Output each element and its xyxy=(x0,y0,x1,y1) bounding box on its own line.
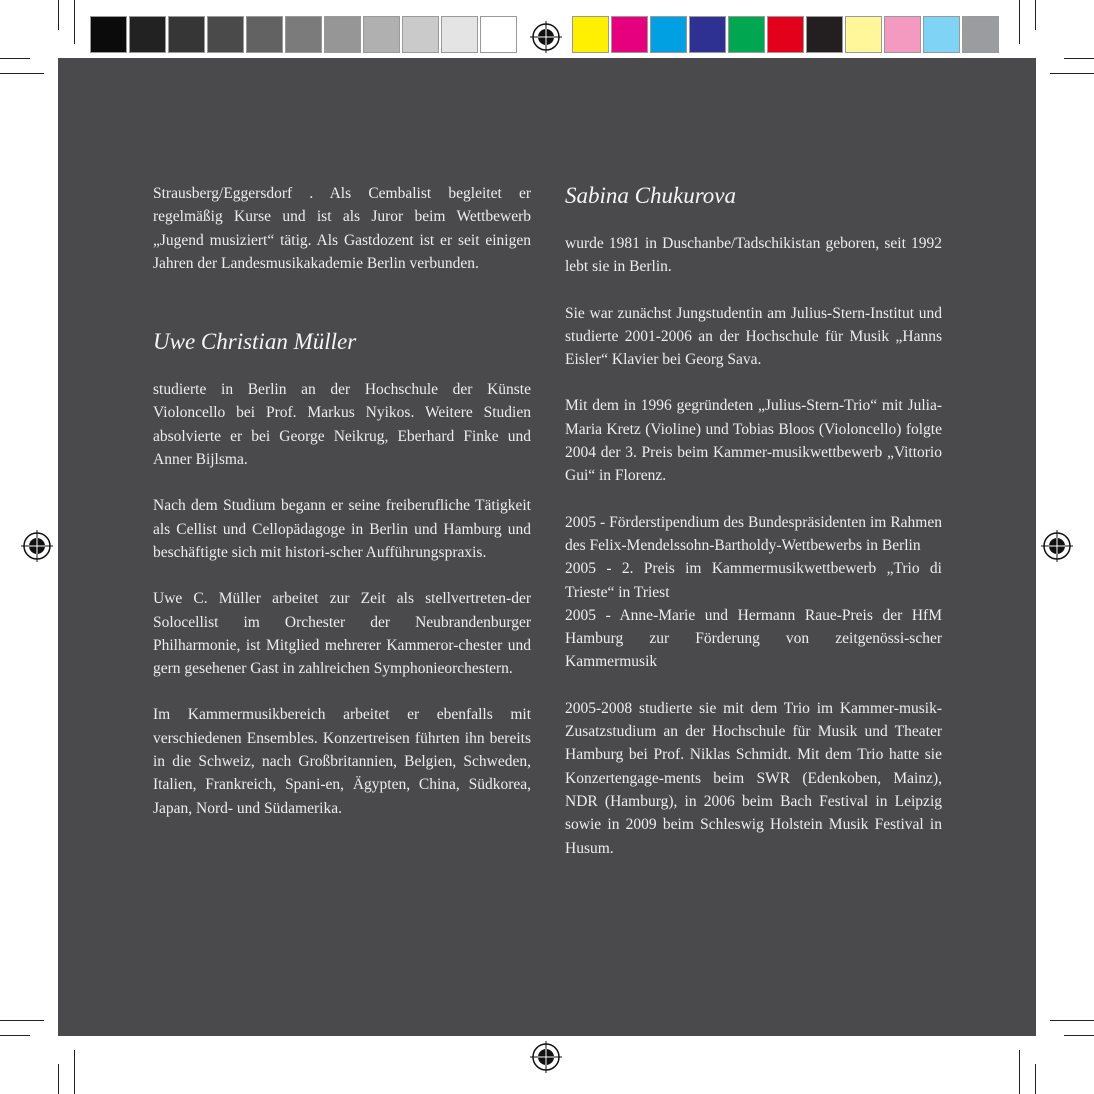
heading-uwe-christian-mueller: Uwe Christian Müller xyxy=(153,329,357,355)
bio-paragraph: 2005-2008 studierte sie mit dem Trio im Kammer-musik-Zusatzstudium an der Hochschule für Musik und Theater Hamburg bei Prof. Niklas Schmidt. Mit dem Trio hatte sie Konzertengage-ments beim SWR (Edenkoben, Mainz), NDR (Hamburg), in 2006 beim Bach Festival in Leipzig sowie in 2009 beim Schleswig Holstein Musik Festival in Husum. xyxy=(565,699,942,857)
bio-paragraph: Im Kammermusikbereich arbeitet er ebenfalls mit verschiedenen Ensembles. Konzertreisen führten ihn bereits in die Schweiz, nach Großbritannien, Belgien, Schweden, Italien, Frankreich, Spani-en, Ägypten, China, Südkorea, Japan, Nord- und Südamerika. xyxy=(153,706,531,817)
crop-mark-top-right-horizontal xyxy=(1050,73,1094,74)
crop-mark-bottom-left-outer xyxy=(58,1064,59,1094)
bio-paragraph: Sie war zunächst Jungstudentin am Julius-Stern-Institut und studierte 2001-2006 an der Hochschule für Musik „Hanns Eisler“ Klavier bei Georg Sava. xyxy=(565,304,942,369)
color-swatch xyxy=(962,16,999,53)
crop-mark-top-right-vertical xyxy=(1019,0,1020,44)
crop-mark-bottom-right-outer xyxy=(1035,1064,1036,1094)
bio-paragraph: Nach dem Studium begann er seine freiberufliche Tätigkeit als Cellist und Cellopädagoge in Berlin und Hamburg und beschäftigte sich mit histori-scher Aufführungspraxis. xyxy=(153,497,531,561)
color-swatch xyxy=(611,16,648,53)
right-column xyxy=(565,182,942,860)
crop-mark-top-left-outer xyxy=(58,0,59,30)
intro-paragraph: Strausberg/Eggersdorf . Als Cembalist begleitet er regelmäßig Kurse und ist als Juror beim Wettbewerb „Jugend musiziert“ tätig. Als Gastdozent ist er seit einigen Jahren der Landesmusikakademie Berlin verbunden. xyxy=(153,185,531,272)
crop-mark-bottom-left-horizontal xyxy=(0,1020,44,1021)
gray-swatch xyxy=(90,16,127,53)
gray-swatch xyxy=(480,16,517,53)
registration-mark-left-icon xyxy=(21,530,53,562)
bio-paragraph: studierte in Berlin an der Hochschule der Künste Violoncello bei Prof. Markus Nyikos. Weitere Studien absolvierte er bei George Neikrug, Eberhard Finke und Anner Bijlsma. xyxy=(153,381,531,469)
crop-mark-bottom-right-horizontal xyxy=(1050,1020,1094,1021)
crop-mark-left-top-outer xyxy=(0,58,30,59)
registration-mark-top-icon xyxy=(530,21,562,53)
crop-mark-bottom-right-vertical xyxy=(1019,1050,1020,1094)
crop-mark-top-left-vertical xyxy=(74,0,75,44)
crop-mark-right-bottom-outer xyxy=(1064,1035,1094,1036)
crop-mark-bottom-left-vertical xyxy=(74,1050,75,1094)
gray-swatch xyxy=(324,16,361,53)
color-swatch xyxy=(650,16,687,53)
registration-mark-bottom-icon xyxy=(530,1041,562,1073)
award-item: 2005 - 2. Preis im Kammermusikwettbewerb „Trio di Trieste“ in Triest xyxy=(565,560,942,601)
gray-swatch xyxy=(285,16,322,53)
bio-paragraph: Mit dem in 1996 gegründeten „Julius-Stern-Trio“ mit Julia-Maria Kretz (Violine) und Tobias Bloos (Violoncello) folgte 2004 der 3. Preis beim Kammer-musikwettbewerb „Vittorio Gui“ in Florenz. xyxy=(565,397,942,485)
page-panel xyxy=(58,58,1036,1036)
color-swatch xyxy=(728,16,765,53)
process-color-bar xyxy=(572,16,1001,56)
left-column xyxy=(153,182,531,820)
grayscale-color-bar xyxy=(90,16,519,56)
gray-swatch xyxy=(129,16,166,53)
color-swatch xyxy=(845,16,882,53)
color-swatch xyxy=(806,16,843,53)
crop-mark-top-left-horizontal xyxy=(0,73,44,74)
crop-mark-left-bottom-outer xyxy=(0,1035,30,1036)
gray-swatch xyxy=(402,16,439,53)
gray-swatch xyxy=(207,16,244,53)
crop-mark-right-top-outer xyxy=(1064,58,1094,59)
award-item: 2005 - Förderstipendium des Bundespräsidenten im Rahmen des Felix-Mendelssohn-Bartholdy-Wettbewerbs in Berlin xyxy=(565,513,942,554)
color-swatch xyxy=(767,16,804,53)
crop-mark-top-right-outer xyxy=(1035,0,1036,30)
color-swatch xyxy=(884,16,921,53)
color-swatch xyxy=(689,16,726,53)
color-swatch xyxy=(572,16,609,53)
gray-swatch xyxy=(363,16,400,53)
color-swatch xyxy=(923,16,960,53)
bio-paragraph: wurde 1981 in Duschanbe/Tadschikistan geboren, seit 1992 lebt sie in Berlin. xyxy=(565,235,942,276)
gray-swatch xyxy=(246,16,283,53)
award-item: 2005 - Anne-Marie und Hermann Raue-Preis der HfM Hamburg zur Förderung von zeitgenössi-scher Kammermusik xyxy=(565,606,942,671)
gray-swatch xyxy=(441,16,478,53)
registration-mark-right-icon xyxy=(1041,530,1073,562)
bio-paragraph: Uwe C. Müller arbeitet zur Zeit als stellvertreten-der Solocellist im Orchester der Neubrandenburger Philharmonie, ist Mitglied mehrerer Kammeror-chester und gern gesehener Gast in zahlreichen Symphonieorchestern. xyxy=(153,590,531,678)
heading-sabina-chukurova: Sabina Chukurova xyxy=(565,183,736,208)
gray-swatch xyxy=(168,16,205,53)
